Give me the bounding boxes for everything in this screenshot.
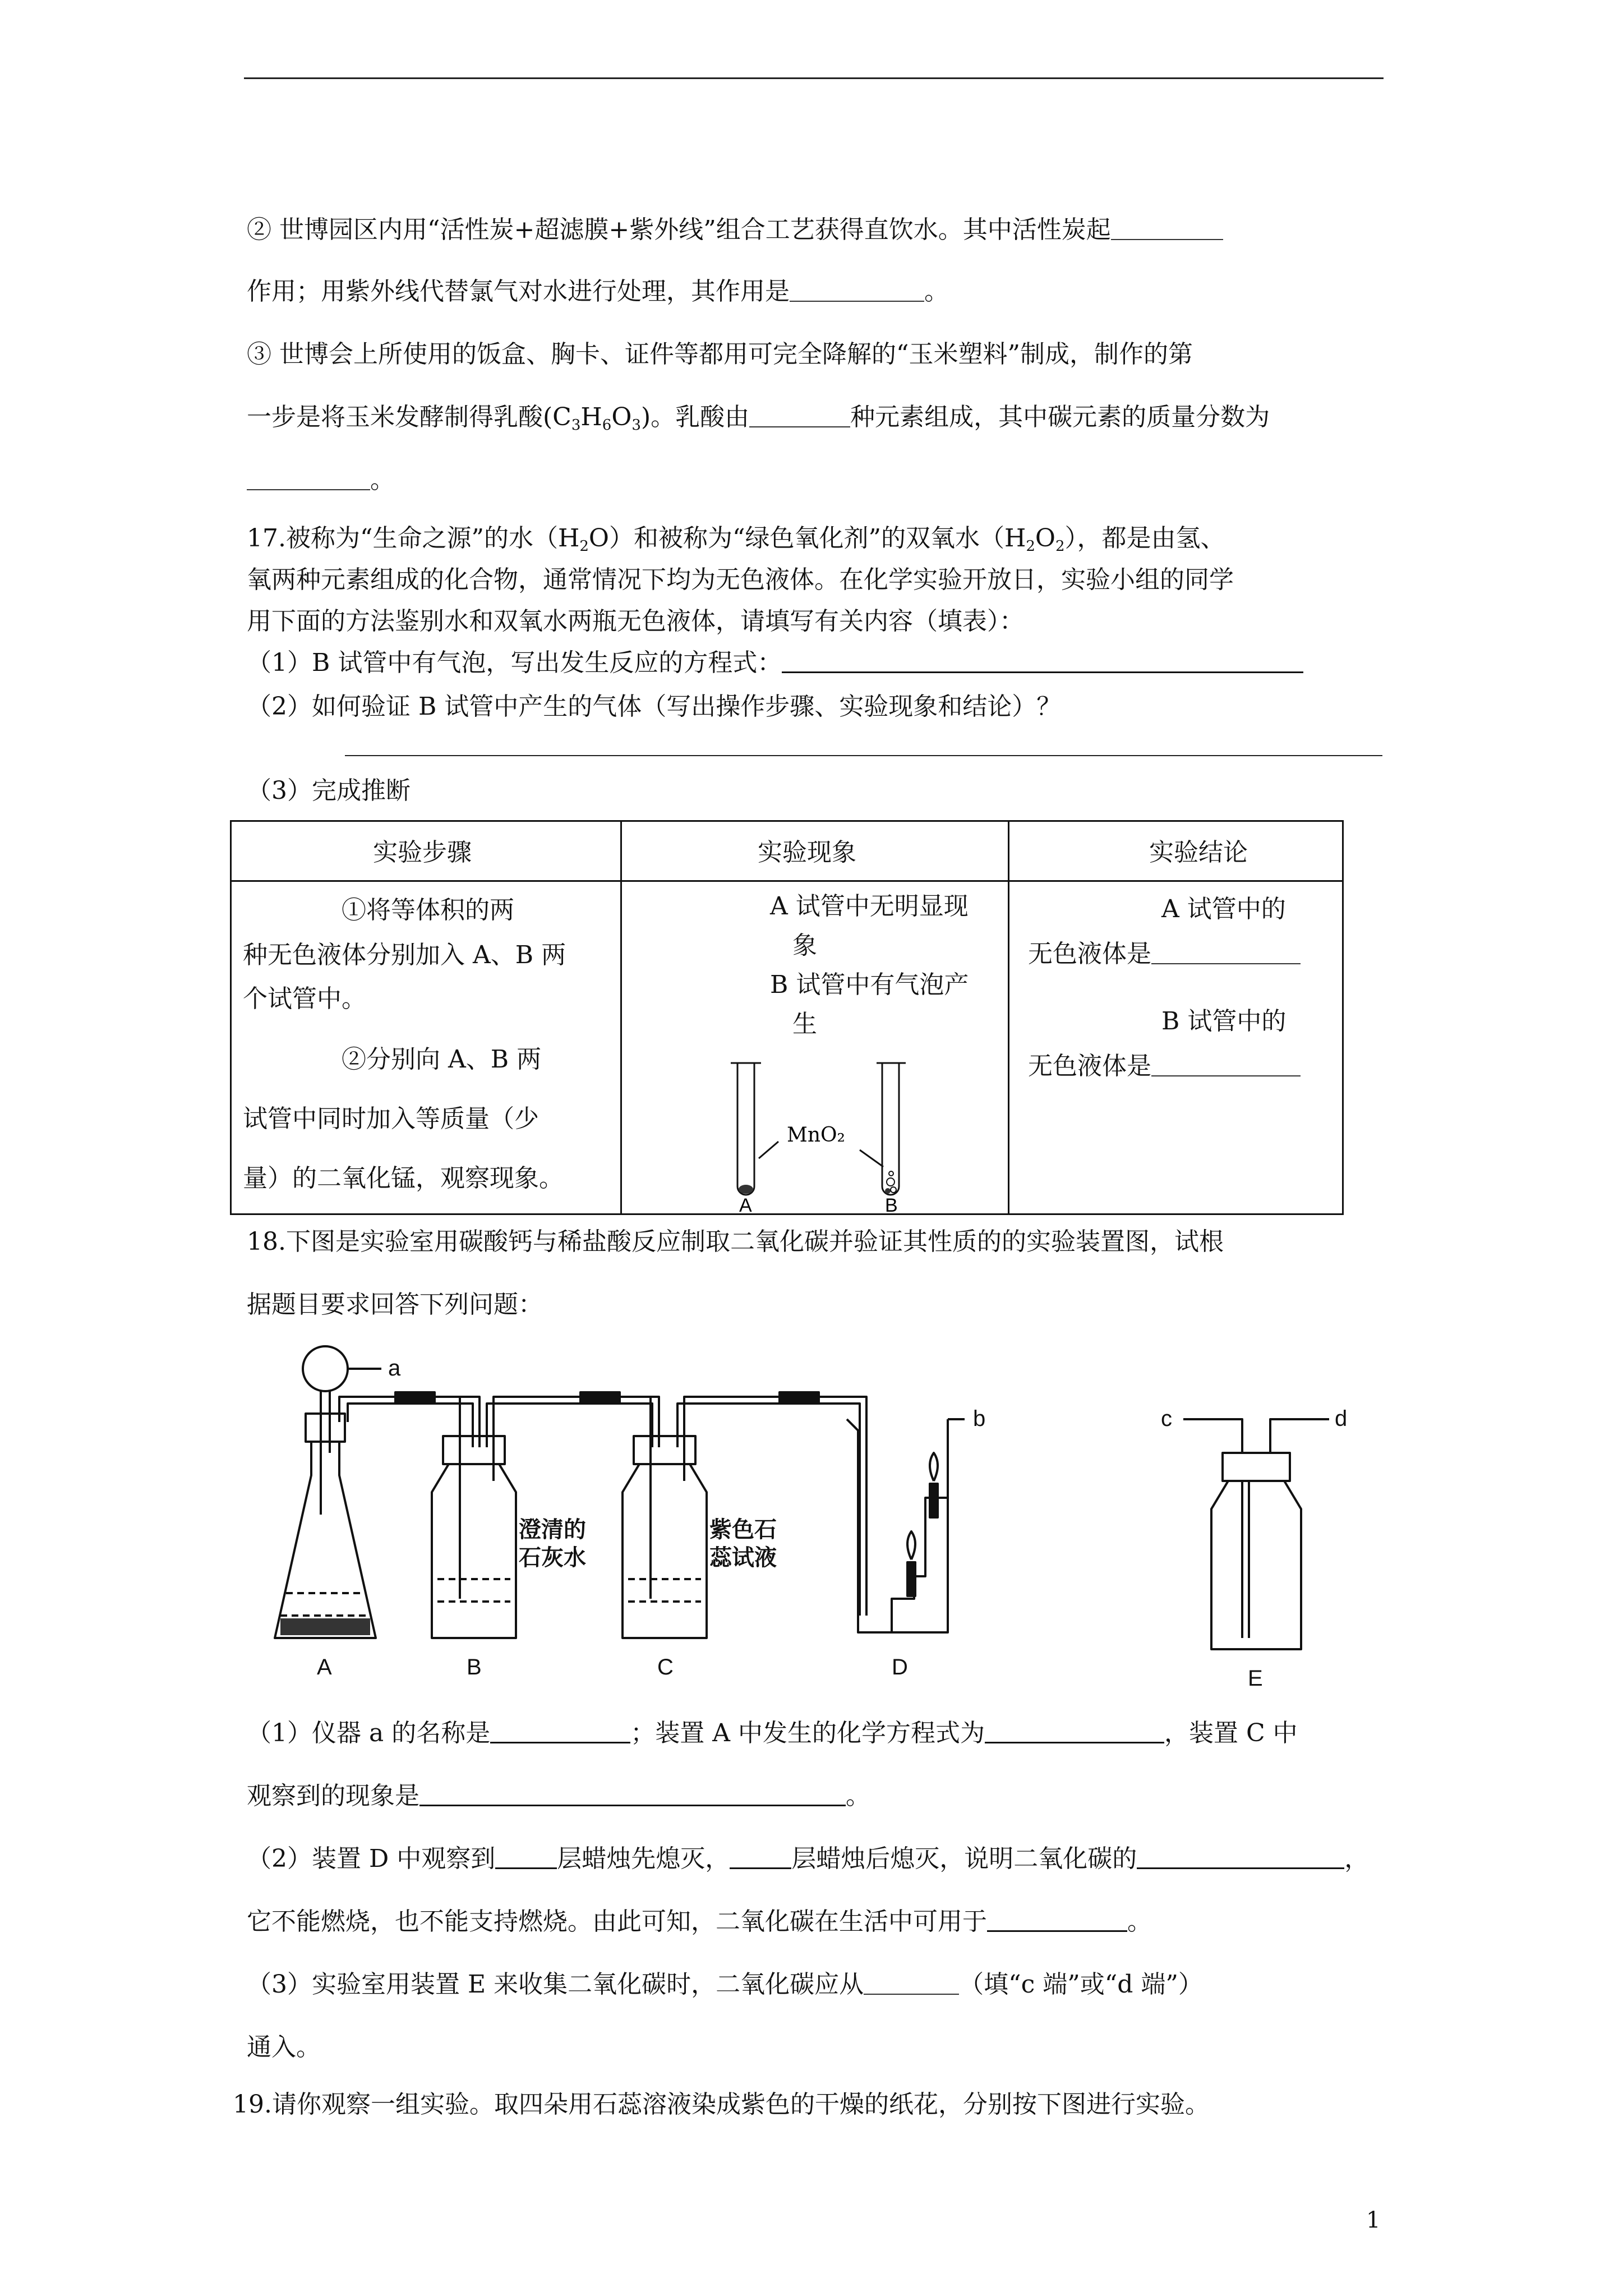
- apparatus-figure: [264, 1335, 1385, 1700]
- blank-line: [749, 404, 850, 427]
- table-cell: A 试管中无明显现: [770, 892, 969, 921]
- q19-line1: 19.请你观察一组实验。取四朵用石蕊溶液染成紫色的干燥的纸花，分别按下图进行实验。: [233, 2090, 1210, 2119]
- blank-line: [247, 467, 370, 490]
- text-run: H: [580, 403, 602, 431]
- answer-line: [987, 1908, 1127, 1932]
- test-tubes-figure: [725, 1052, 961, 1212]
- text-run: 无色液体是: [1028, 940, 1151, 968]
- text-run: ，: [1344, 1844, 1370, 1873]
- answer-line: [1137, 1845, 1344, 1869]
- litmus-label: 蕊试液: [709, 1545, 777, 1570]
- blank-line: [1111, 217, 1223, 240]
- q18-sub1-line2: [247, 1779, 870, 1813]
- subscript: 3: [571, 417, 581, 434]
- table-cell: 量）的二氧化锰，观察现象。: [243, 1164, 564, 1193]
- q17-line2: 氧两种元素组成的化合物，通常情况下均为无色液体。在化学实验开放日，实验小组的同学: [247, 565, 1234, 594]
- q16-item3-line1: [247, 338, 1193, 371]
- answer-line: [345, 755, 1382, 756]
- table-cell: A 试管中的: [1161, 895, 1286, 923]
- period: 。: [924, 277, 949, 306]
- text-run: 观察到的现象是: [247, 1782, 419, 1810]
- subscript: 6: [602, 417, 612, 434]
- text-run: )。乳酸由: [640, 403, 750, 431]
- table-cell: [1028, 932, 1301, 977]
- label-a: a: [388, 1356, 401, 1381]
- text-run: （填“c 端”或“d 端”）: [959, 1970, 1203, 1999]
- table-cell: 象: [792, 931, 817, 960]
- text-run: （1）B 试管中有气泡，写出发生反应的方程式：: [247, 648, 782, 677]
- q18-sub2-line1: [247, 1842, 1369, 1876]
- text-run: 种元素组成，其中碳元素的质量分数为: [850, 403, 1270, 431]
- table-cell: 种无色液体分别加入 A、B 两: [243, 941, 566, 969]
- text-run: 层蜡烛后熄灭，说明二氧化碳的: [791, 1844, 1137, 1873]
- mno2-label: MnO₂: [787, 1124, 845, 1147]
- q18-sub2-line2: [247, 1905, 1152, 1939]
- text-run: 17.被称为“生命之源”的水（H: [247, 524, 580, 553]
- answer-line: [419, 1782, 846, 1806]
- page-number: 1: [1366, 2207, 1381, 2233]
- limewater-label: 澄清的: [519, 1517, 586, 1542]
- blank-line: [790, 278, 924, 302]
- text-run: O）和被称为“绿色氧化剂”的双氧水（H: [588, 524, 1026, 553]
- q18-sub3-line2: 通入。: [247, 2033, 321, 2062]
- answer-line: [1151, 935, 1301, 964]
- table-cell: ②分别向 A、B 两: [342, 1045, 542, 1074]
- q17-sub2: （2）如何验证 B 试管中产生的气体（写出操作步骤、实验现象和结论）？: [247, 692, 1062, 721]
- table-header-phenomena: 实验现象: [758, 838, 856, 867]
- answer-line: [730, 1845, 791, 1869]
- answer-line: [782, 649, 1303, 673]
- tube-a-label: A: [739, 1195, 752, 1212]
- text-run: 无色液体是: [1028, 1052, 1151, 1080]
- table-cell: B 试管中的: [1161, 1007, 1287, 1036]
- caption-d: D: [892, 1655, 908, 1680]
- subscript: 2: [1026, 538, 1035, 555]
- table-cell: 试管中同时加入等质量（少: [243, 1105, 539, 1133]
- text-run: （3）实验室用装置 E 来收集二氧化碳时，二氧化碳应从: [247, 1970, 864, 1999]
- q16-item2-line1: [247, 213, 1223, 247]
- text-run: 。: [846, 1782, 870, 1810]
- table-header-conclusion: 实验结论: [1149, 838, 1248, 867]
- q16-item2-text: ② 世博园区内用“活性炭+超滤膜+紫外线”组合工艺获得直饮水。其中活性炭起: [247, 215, 1111, 244]
- answer-line: [985, 1719, 1164, 1743]
- q16-item3-line2: [247, 401, 1270, 442]
- caption-c: C: [657, 1655, 674, 1680]
- limewater-label: 石灰水: [519, 1545, 586, 1570]
- q17-line3: 用下面的方法鉴别水和双氧水两瓶无色液体，请填写有关内容（填表）：: [247, 607, 1024, 636]
- table-header-steps: 实验步骤: [373, 838, 472, 867]
- text-run: ；装置 A 中发生的化学方程式为: [630, 1719, 985, 1747]
- text-run: 它不能燃烧，也不能支持燃烧。由此可知，二氧化碳在生活中可用于: [247, 1907, 987, 1936]
- text-run: 一步是将玉米发酵制得乳酸(C: [247, 403, 571, 431]
- q18-line2: 据题目要求回答下列问题：: [247, 1290, 543, 1319]
- caption-a: A: [317, 1655, 332, 1680]
- text-run: 。: [1127, 1907, 1152, 1936]
- table-cell: [1028, 1044, 1301, 1089]
- subscript: 2: [1055, 538, 1065, 555]
- table-divider: [232, 880, 1342, 882]
- q18-sub1-line1: [247, 1717, 1298, 1750]
- period: 。: [370, 466, 395, 494]
- q17-line1: [247, 522, 1225, 563]
- litmus-label: 紫色石: [709, 1517, 777, 1542]
- table-cell: 个试管中。: [243, 984, 366, 1013]
- label-d: d: [1335, 1406, 1348, 1431]
- label-b: b: [973, 1406, 986, 1431]
- caption-b: B: [467, 1655, 482, 1680]
- answer-line: [1151, 1047, 1301, 1076]
- text-run: （1）仪器 a 的名称是: [247, 1719, 491, 1747]
- text-run: O: [611, 403, 632, 431]
- q18-sub3-line1: [247, 1968, 1203, 2001]
- header-rule: [244, 77, 1384, 79]
- text-run: （2）装置 D 中观察到: [247, 1844, 496, 1873]
- inference-table: [230, 820, 1344, 1215]
- table-cell: 生: [792, 1010, 817, 1038]
- q16-item3-line3: [247, 463, 395, 497]
- subscript: 3: [631, 417, 641, 434]
- table-cell: B 试管中有气泡产: [770, 970, 969, 999]
- answer-line: [495, 1845, 557, 1869]
- q17-sub3: （3）完成推断: [247, 776, 411, 805]
- q16-item3-text: ③ 世博会上所使用的饭盒、胸卡、证件等都用可完全降解的“玉米塑料”制成，制作的第: [247, 340, 1193, 369]
- q16-item2-text2: 作用；用紫外线代替氯气对水进行处理，其作用是: [247, 277, 790, 306]
- text-run: ，装置 C 中: [1164, 1719, 1298, 1747]
- q16-item2-line2: [247, 275, 949, 309]
- text-run: O: [1035, 524, 1055, 553]
- answer-line: [490, 1719, 630, 1743]
- q18-line1: 18.下图是实验室用碳酸钙与稀盐酸反应制取二氧化碳并验证其性质的的实验装置图，试根: [247, 1227, 1224, 1256]
- table-cell: ①将等体积的两: [342, 896, 514, 924]
- subscript: 2: [579, 538, 589, 555]
- answer-line: [864, 1971, 959, 1995]
- label-c: c: [1161, 1406, 1172, 1431]
- text-run: ），都是由氢、: [1064, 524, 1225, 553]
- text-run: 层蜡烛先熄灭，: [557, 1844, 730, 1873]
- caption-e: E: [1248, 1666, 1263, 1691]
- q17-sub1: [247, 646, 1303, 680]
- tube-b-label: B: [885, 1195, 898, 1212]
